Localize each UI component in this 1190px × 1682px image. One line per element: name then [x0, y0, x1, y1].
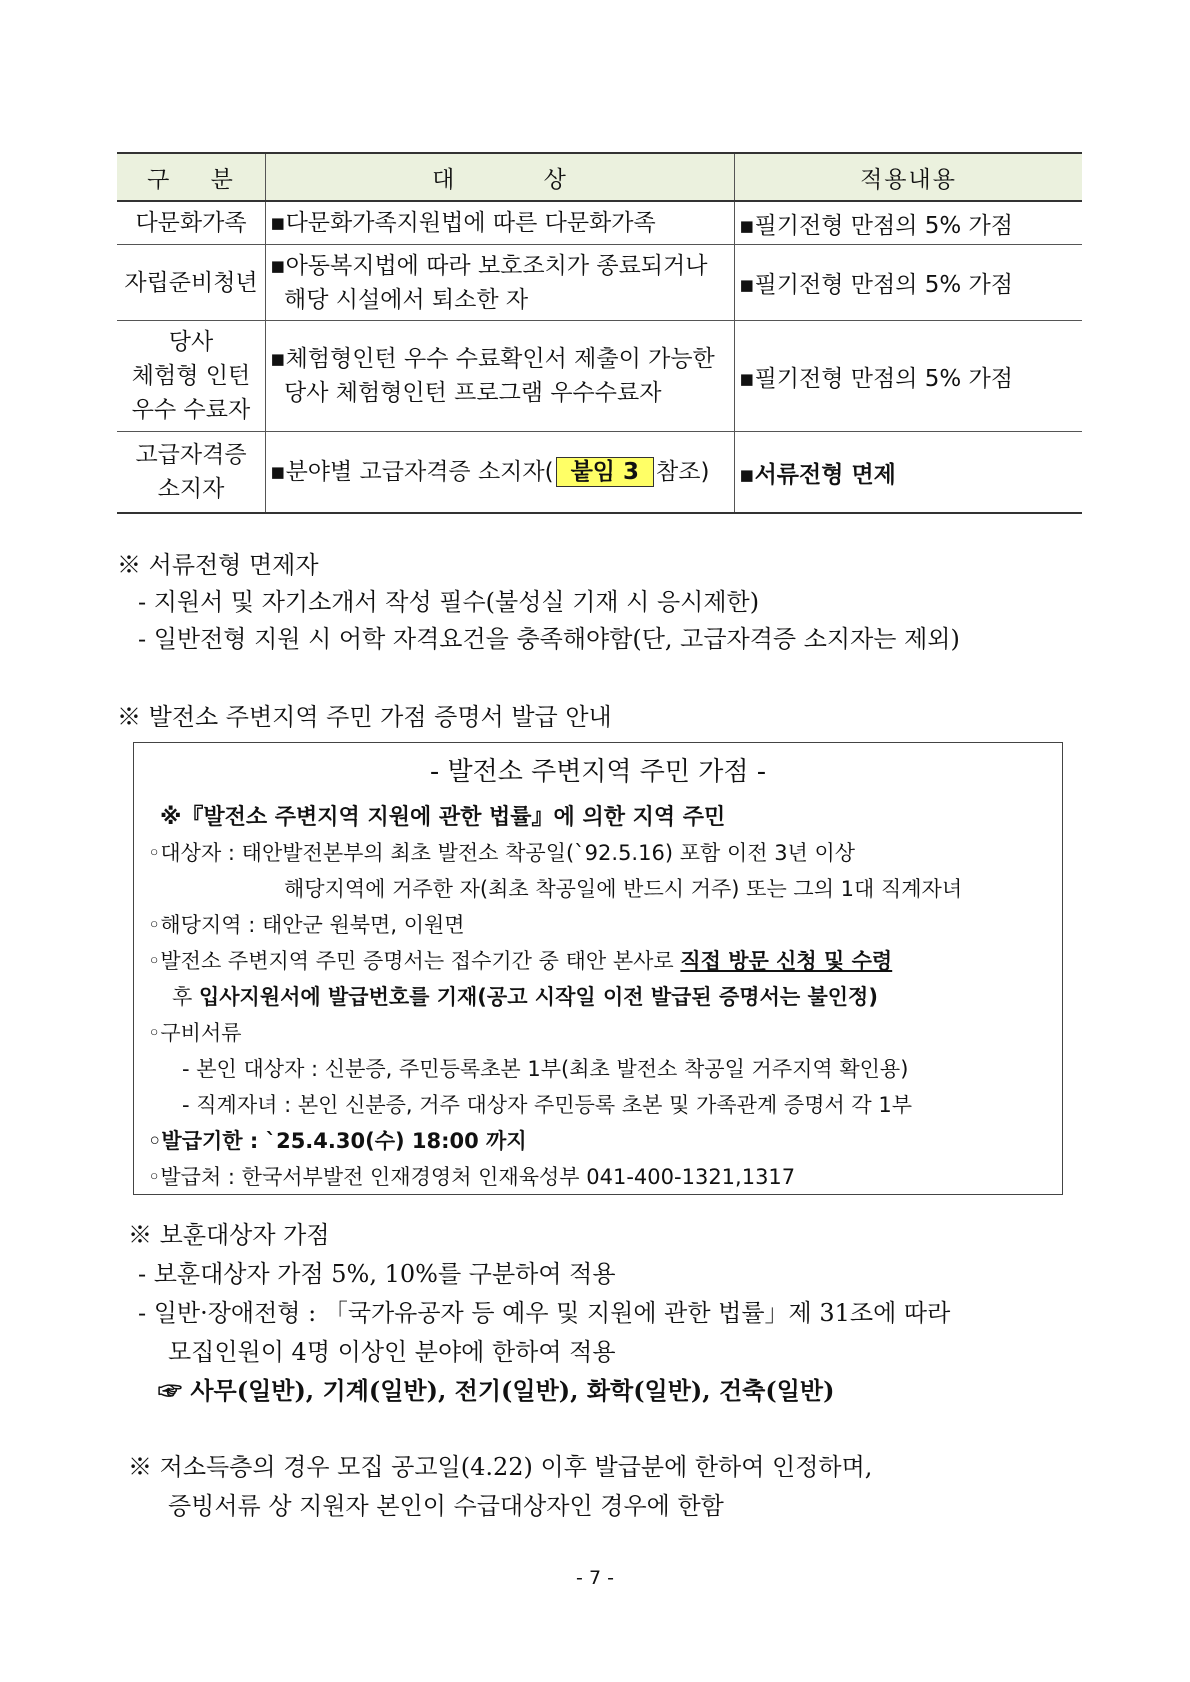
certificate-guide-title: ※ 발전소 주변지역 주민 가점 증명서 발급 안내 — [117, 703, 612, 731]
resident-bonus-box — [133, 742, 1063, 1195]
veteran-item: - 일반·장애전형 : 「국가유공자 등 예우 및 지원에 관한 법률」제 31조에 따라 — [138, 1299, 951, 1327]
row-content: ▪필기전형 만점의 5% 가점 — [735, 201, 1083, 245]
box-target-1: ◦대상자 : 태안발전본부의 최초 발전소 착공일(`92.5.16) 포함 이전 3년 이상 — [148, 841, 856, 865]
box-deadline: ◦발급기한 : `25.4.30(수) 18:00 까지 — [148, 1129, 527, 1153]
row-target: ▪분야별 고급자격증 소지자( 붙임 3 참조) — [266, 432, 735, 514]
row-target: ▪다문화가족지원법에 따른 다문화가족 — [266, 201, 735, 245]
attachment-badge: 붙임 3 — [556, 457, 654, 487]
header-category: 구 분 — [117, 153, 266, 201]
row-category: 다문화가족 — [117, 201, 266, 245]
table-row — [117, 432, 1082, 514]
veteran-item: 모집인원이 4명 이상인 분야에 한하여 적용 — [168, 1338, 616, 1366]
box-region: ◦해당지역 : 태안군 원북면, 이원면 — [148, 913, 465, 937]
row-category: 당사 체험형 인턴 우수 수료자 — [117, 321, 266, 432]
row-category: 고급자격증 소지자 — [117, 432, 266, 514]
row-content: ▪필기전형 만점의 5% 가점 — [735, 245, 1083, 321]
page-number: - 7 - — [576, 1567, 614, 1589]
row-target: ▪아동복지법에 따라 보호조치가 종료되거나 해당 시설에서 퇴소한 자 — [266, 245, 735, 321]
exemption-item: - 지원서 및 자기소개서 작성 필수(불성실 기재 시 응시제한) — [138, 588, 760, 616]
table-header-row — [117, 153, 1082, 201]
veteran-item: - 보훈대상자 가점 5%, 10%를 구분하여 적용 — [138, 1260, 616, 1288]
box-docs-2: - 직계자녀 : 본인 신분증, 거주 대상자 주민등록 초본 및 가족관계 증명서 각 1부 — [182, 1093, 913, 1117]
box-target-2: 해당지역에 거주한 자(최초 착공일에 반드시 거주) 또는 그의 1대 직계자녀 — [284, 877, 963, 901]
box-cert-line-2: 후 입사지원서에 발급번호를 기재(공고 시작일 이전 발급된 증명서는 불인정) — [172, 985, 878, 1009]
low-income-note: ※ 저소득층의 경우 모집 공고일(4.22) 이후 발급분에 한하여 인정하며, — [128, 1453, 873, 1481]
box-issuer: ◦발급처 : 한국서부발전 인재경영처 인재육성부 041-400-1321,1317 — [148, 1165, 796, 1189]
exemption-item: - 일반전형 지원 시 어학 자격요건을 충족해야함(단, 고급자격증 소지자는 제외) — [138, 625, 960, 653]
veteran-title: ※ 보훈대상자 가점 — [128, 1221, 330, 1249]
box-law: ※『발전소 주변지역 지원에 관한 법률』에 의한 지역 주민 — [160, 805, 726, 830]
table-row — [117, 201, 1082, 245]
box-title: - 발전소 주변지역 주민 가점 - — [429, 757, 767, 787]
box-docs-1: - 본인 대상자 : 신분증, 주민등록초본 1부(최초 발전소 착공일 거주지역 확인용) — [182, 1057, 909, 1081]
table-row — [117, 321, 1082, 432]
header-content: 적용내용 — [735, 153, 1083, 201]
exemption-title: ※ 서류전형 면제자 — [117, 551, 319, 579]
row-category: 자립준비청년 — [117, 245, 266, 321]
eligibility-table — [117, 152, 1082, 514]
veteran-fields: ☞ 사무(일반), 기계(일반), 전기(일반), 화학(일반), 건축(일반) — [158, 1376, 835, 1405]
box-docs-title: ◦구비서류 — [148, 1021, 242, 1045]
row-content: ▪서류전형 면제 — [735, 432, 1083, 514]
row-content: ▪필기전형 만점의 5% 가점 — [735, 321, 1083, 432]
low-income-note: 증빙서류 상 지원자 본인이 수급대상자인 경우에 한함 — [168, 1492, 724, 1520]
header-target: 대 상 — [266, 153, 735, 201]
box-cert-line-1: ◦발전소 주변지역 주민 증명서는 접수기간 중 태안 본사로 직접 방문 신청 및 수령 — [148, 949, 893, 973]
row-target: ▪체험형인턴 우수 수료확인서 제출이 가능한 당사 체험형인턴 프로그램 우수수료자 — [266, 321, 735, 432]
table-row — [117, 245, 1082, 321]
